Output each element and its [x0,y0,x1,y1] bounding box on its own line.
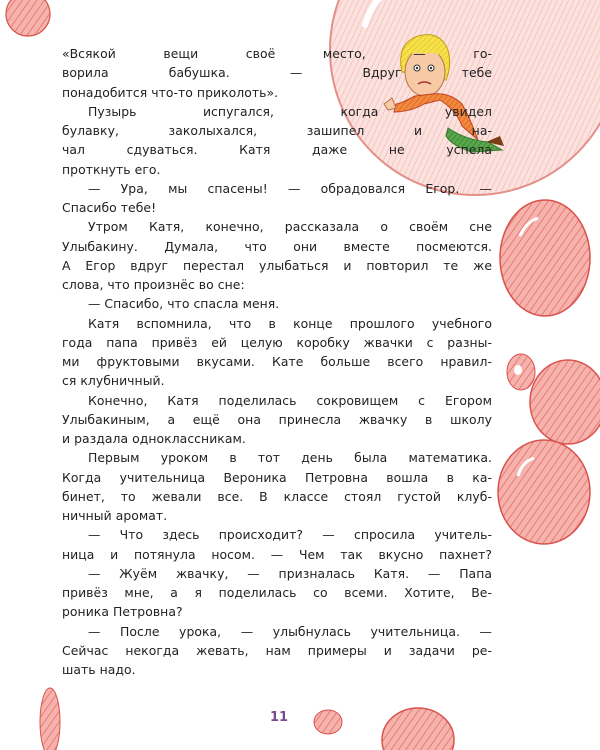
text-line: Утром Катя, конечно, рассказала о своём сне [88,219,492,235]
text-line: бинет, то жевали все. В классе стоял густой клуб- [62,488,492,504]
bubble-bottom-1 [314,710,342,734]
story-text [62,44,492,679]
text-line: Пузырь испугался, когда увидел [88,103,492,119]
bubble-left-bottom [40,688,60,750]
text-line: ница и потянула носом. — Чем так вкусно пахнет? [62,546,492,562]
text-line: ся клубничный. [62,373,165,389]
text-line: чал сдуваться. Катя даже не успела [62,142,492,158]
text-line: — Спасибо, что спасла меня. [88,296,280,312]
text-line: Сейчас некогда жевать, нам примеры и задачи ре- [62,642,492,658]
text-line: Когда учительница Вероника Петровна вошла в ка- [62,469,492,485]
text-line: «Всякой вещи своё место, — го- [62,46,492,61]
bubble-right-4 [498,440,590,544]
text-line: — После урока, — улыбнулась учительница. — [88,623,492,639]
bubble-bottom-2 [382,708,454,750]
text-line: Первым уроком в тот день была математика. [88,450,492,466]
text-line: и раздала одноклассникам. [62,431,246,446]
bubble-left-top [6,0,50,36]
text-line: ничный аромат. [62,508,168,523]
text-line: проткнуть его. [62,161,161,177]
text-line: года папа привёз ей целую коробку жвачки с разны- [62,334,492,350]
text-line: роника Петровна? [62,604,183,620]
text-line: привёз мне, а я поделилась со всеми. Хотите, Ве- [62,585,492,600]
text-line: булавку, заколыхался, зашипел и на- [62,123,492,138]
text-line: слова, что произнёс во сне: [62,277,245,292]
text-line: — Ура, мы спасены! — обрадовался Егор. — [88,180,492,196]
text-line: понадобится что-то приколоть». [62,84,279,100]
text-line: Конечно, Катя поделилась сокровищем с Егором [88,392,492,408]
text-line: ми фруктовыми вкусами. Кате больше всего нравил- [62,354,492,369]
text-line: Спасибо тебе! [62,200,157,215]
text-line: Катя вспомнила, что в конце прошлого учебного [88,315,492,331]
text-line: ворила бабушка. — Вдруг тебе [62,65,492,81]
page-number: 11 [269,710,289,725]
text-line: Улыбакину. Думала, что они вместе посмеются. [62,238,492,254]
text-line: А Егор вдруг перестал улыбаться и повторил те же [62,257,492,273]
text-line: — Жуём жвачку, — призналась Катя. — Папа [88,565,492,581]
bubble-right-3 [530,360,600,444]
bubble-right-2 [507,354,535,390]
bubble-right-1 [500,200,590,316]
text-line: шать надо. [62,662,136,677]
text-line: Улыбакиным, а ещё она принесла жвачку в школу [62,411,492,427]
text-line: — Что здесь происходит? — спросила учитель- [88,527,492,543]
